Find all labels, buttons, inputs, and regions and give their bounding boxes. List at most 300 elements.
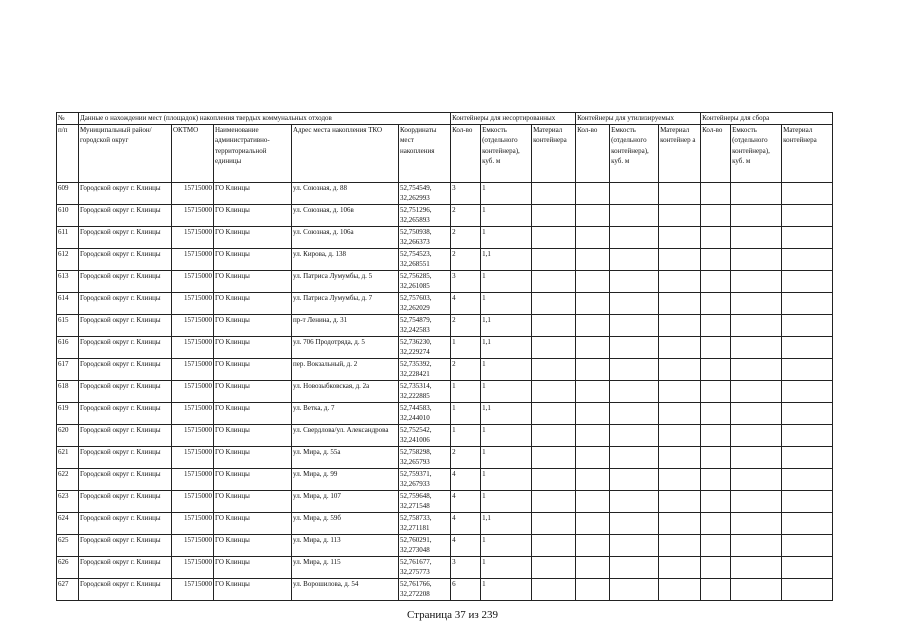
cell-recycled-material xyxy=(659,556,701,578)
cell-coords: 52,754549, 32,262993 xyxy=(399,182,451,204)
cell-recycled-capacity xyxy=(610,556,659,578)
cell-coords: 52,752542, 32,241006 xyxy=(399,424,451,446)
header-group-location: Данные о нахождении мест (площадок) накопления твердых коммунальных отходов xyxy=(79,113,451,125)
cell-num: 624 xyxy=(57,512,79,534)
table-row xyxy=(57,512,833,534)
cell-address: ул. 706 Продотряда, д. 5 xyxy=(292,336,399,358)
cell-num: 625 xyxy=(57,534,79,556)
cell-territory: ГО Клинцы xyxy=(214,556,292,578)
cell-collect-count xyxy=(701,578,731,600)
cell-recycled-material xyxy=(659,446,701,468)
cell-address: ул. Мира, д. 115 xyxy=(292,556,399,578)
cell-territory: ГО Клинцы xyxy=(214,292,292,314)
cell-unsorted-count: 2 xyxy=(451,204,481,226)
cell-oktmo: 15715000 xyxy=(172,446,214,468)
table-row xyxy=(57,358,833,380)
cell-unsorted-capacity: 1 xyxy=(481,424,532,446)
cell-recycled-count xyxy=(576,556,610,578)
cell-unsorted-count: 4 xyxy=(451,292,481,314)
cell-collect-material xyxy=(782,468,833,490)
cell-num: 612 xyxy=(57,248,79,270)
cell-collect-capacity xyxy=(731,424,782,446)
table-row xyxy=(57,446,833,468)
cell-unsorted-count: 3 xyxy=(451,270,481,292)
cell-unsorted-material xyxy=(532,336,576,358)
cell-recycled-material xyxy=(659,204,701,226)
cell-unsorted-capacity: 1 xyxy=(481,534,532,556)
cell-district: Городской округ г. Клинцы xyxy=(79,182,172,204)
header-oktmo: ОКТМО xyxy=(172,124,214,182)
cell-recycled-count xyxy=(576,270,610,292)
cell-unsorted-count: 4 xyxy=(451,534,481,556)
cell-recycled-material xyxy=(659,182,701,204)
cell-unsorted-material xyxy=(532,314,576,336)
cell-recycled-capacity xyxy=(610,446,659,468)
cell-collect-capacity xyxy=(731,490,782,512)
cell-coords: 52,751296, 32,265893 xyxy=(399,204,451,226)
cell-collect-material xyxy=(782,270,833,292)
cell-recycled-capacity xyxy=(610,490,659,512)
cell-recycled-capacity xyxy=(610,534,659,556)
cell-coords: 52,758733, 32,271181 xyxy=(399,512,451,534)
cell-unsorted-capacity: 1,1 xyxy=(481,512,532,534)
cell-unsorted-count: 3 xyxy=(451,556,481,578)
cell-coords: 52,736230, 32,229274 xyxy=(399,336,451,358)
cell-address: ул. Мира, д. 113 xyxy=(292,534,399,556)
cell-territory: ГО Клинцы xyxy=(214,402,292,424)
cell-collect-material xyxy=(782,380,833,402)
cell-collect-count xyxy=(701,402,731,424)
cell-unsorted-capacity: 1 xyxy=(481,358,532,380)
cell-oktmo: 15715000 xyxy=(172,358,214,380)
cell-territory: ГО Клинцы xyxy=(214,358,292,380)
cell-unsorted-material xyxy=(532,534,576,556)
cell-address: ул. Ветка, д. 7 xyxy=(292,402,399,424)
cell-unsorted-material xyxy=(532,358,576,380)
cell-collect-capacity xyxy=(731,314,782,336)
cell-unsorted-capacity: 1,1 xyxy=(481,314,532,336)
cell-unsorted-material xyxy=(532,270,576,292)
cell-collect-count xyxy=(701,380,731,402)
cell-territory: ГО Клинцы xyxy=(214,336,292,358)
cell-territory: ГО Клинцы xyxy=(214,534,292,556)
cell-unsorted-capacity: 1 xyxy=(481,556,532,578)
cell-recycled-count xyxy=(576,182,610,204)
cell-district: Городской округ г. Клинцы xyxy=(79,380,172,402)
cell-collect-capacity xyxy=(731,358,782,380)
cell-recycled-capacity xyxy=(610,336,659,358)
cell-collect-count xyxy=(701,446,731,468)
cell-address: ул. Союзная, д. 106в xyxy=(292,204,399,226)
header-column-row xyxy=(57,124,833,182)
cell-collect-material xyxy=(782,512,833,534)
cell-address: ул. Мира, д. 107 xyxy=(292,490,399,512)
header-territory: Наименование административно-территориальной единицы xyxy=(214,124,292,182)
cell-address: ул. Союзная, д. 88 xyxy=(292,182,399,204)
table-row xyxy=(57,402,833,424)
cell-recycled-capacity xyxy=(610,292,659,314)
cell-address: ул. Ворошилова, д. 54 xyxy=(292,578,399,600)
cell-num: 617 xyxy=(57,358,79,380)
cell-coords: 52,756285, 32,261085 xyxy=(399,270,451,292)
header-pn: п/п xyxy=(57,124,79,182)
cell-territory: ГО Клинцы xyxy=(214,468,292,490)
cell-oktmo: 15715000 xyxy=(172,226,214,248)
cell-coords: 52,744583, 32,244010 xyxy=(399,402,451,424)
cell-recycled-material xyxy=(659,248,701,270)
cell-oktmo: 15715000 xyxy=(172,182,214,204)
cell-unsorted-capacity: 1 xyxy=(481,490,532,512)
cell-recycled-count xyxy=(576,424,610,446)
cell-unsorted-capacity: 1,1 xyxy=(481,248,532,270)
cell-unsorted-material xyxy=(532,402,576,424)
cell-unsorted-capacity: 1 xyxy=(481,446,532,468)
cell-territory: ГО Клинцы xyxy=(214,380,292,402)
cell-district: Городской округ г. Клинцы xyxy=(79,248,172,270)
cell-num: 620 xyxy=(57,424,79,446)
cell-num: 615 xyxy=(57,314,79,336)
cell-coords: 52,757603, 32,262029 xyxy=(399,292,451,314)
cell-recycled-capacity xyxy=(610,226,659,248)
cell-recycled-capacity xyxy=(610,270,659,292)
cell-address: ул. Кирова, д. 138 xyxy=(292,248,399,270)
cell-recycled-capacity xyxy=(610,402,659,424)
cell-territory: ГО Клинцы xyxy=(214,204,292,226)
cell-unsorted-material xyxy=(532,182,576,204)
cell-territory: ГО Клинцы xyxy=(214,512,292,534)
cell-collect-material xyxy=(782,424,833,446)
cell-collect-count xyxy=(701,270,731,292)
header-address: Адрес места накопления ТКО xyxy=(292,124,399,182)
cell-district: Городской округ г. Клинцы xyxy=(79,226,172,248)
header-collect-count: Кол-во xyxy=(701,124,731,182)
cell-collect-capacity xyxy=(731,402,782,424)
cell-recycled-capacity xyxy=(610,204,659,226)
cell-coords: 52,735392, 32,228421 xyxy=(399,358,451,380)
cell-recycled-material xyxy=(659,468,701,490)
header-unsorted-count: Кол-во xyxy=(451,124,481,182)
header-unsorted-material: Материал контейнера xyxy=(532,124,576,182)
cell-coords: 52,759371, 32,267933 xyxy=(399,468,451,490)
cell-oktmo: 15715000 xyxy=(172,468,214,490)
cell-unsorted-capacity: 1 xyxy=(481,270,532,292)
cell-collect-material xyxy=(782,182,833,204)
cell-recycled-count xyxy=(576,292,610,314)
cell-collect-count xyxy=(701,248,731,270)
cell-collect-count xyxy=(701,512,731,534)
cell-address: ул. Мира, д. 59б xyxy=(292,512,399,534)
cell-recycled-count xyxy=(576,380,610,402)
cell-district: Городской округ г. Клинцы xyxy=(79,512,172,534)
cell-recycled-capacity xyxy=(610,512,659,534)
header-group-collect: Контейнеры для сбора xyxy=(701,113,833,125)
header-collect-material: Материал контейнера xyxy=(782,124,833,182)
cell-recycled-count xyxy=(576,336,610,358)
cell-recycled-material xyxy=(659,512,701,534)
cell-collect-material xyxy=(782,226,833,248)
cell-recycled-material xyxy=(659,534,701,556)
cell-recycled-material xyxy=(659,314,701,336)
table-row xyxy=(57,314,833,336)
cell-district: Городской округ г. Клинцы xyxy=(79,424,172,446)
cell-collect-material xyxy=(782,402,833,424)
cell-coords: 52,760291, 32,273048 xyxy=(399,534,451,556)
cell-district: Городской округ г. Клинцы xyxy=(79,204,172,226)
cell-collect-capacity xyxy=(731,336,782,358)
cell-territory: ГО Клинцы xyxy=(214,446,292,468)
cell-address: ул. Новозыбковская, д. 2а xyxy=(292,380,399,402)
cell-unsorted-count: 4 xyxy=(451,490,481,512)
cell-collect-count xyxy=(701,490,731,512)
table-row xyxy=(57,226,833,248)
cell-territory: ГО Клинцы xyxy=(214,248,292,270)
cell-recycled-capacity xyxy=(610,358,659,380)
cell-oktmo: 15715000 xyxy=(172,292,214,314)
cell-num: 609 xyxy=(57,182,79,204)
cell-collect-count xyxy=(701,204,731,226)
cell-oktmo: 15715000 xyxy=(172,314,214,336)
cell-collect-material xyxy=(782,204,833,226)
cell-collect-material xyxy=(782,248,833,270)
cell-territory: ГО Клинцы xyxy=(214,424,292,446)
waste-sites-table xyxy=(56,112,833,601)
table-row xyxy=(57,204,833,226)
table-row xyxy=(57,490,833,512)
page-total: 239 xyxy=(481,609,499,621)
cell-territory: ГО Клинцы xyxy=(214,182,292,204)
cell-num: 611 xyxy=(57,226,79,248)
cell-oktmo: 15715000 xyxy=(172,424,214,446)
cell-address: ул. Мира, д. 55а xyxy=(292,446,399,468)
cell-collect-capacity xyxy=(731,182,782,204)
cell-coords: 52,758298, 32,265793 xyxy=(399,446,451,468)
cell-recycled-count xyxy=(576,578,610,600)
cell-unsorted-material xyxy=(532,424,576,446)
cell-unsorted-capacity: 1,1 xyxy=(481,336,532,358)
cell-collect-count xyxy=(701,314,731,336)
cell-recycled-material xyxy=(659,226,701,248)
cell-unsorted-material xyxy=(532,490,576,512)
cell-recycled-count xyxy=(576,402,610,424)
cell-unsorted-count: 1 xyxy=(451,402,481,424)
table-row xyxy=(57,424,833,446)
cell-recycled-capacity xyxy=(610,468,659,490)
cell-collect-count xyxy=(701,534,731,556)
cell-district: Городской округ г. Клинцы xyxy=(79,270,172,292)
cell-recycled-capacity xyxy=(610,248,659,270)
cell-district: Городской округ г. Клинцы xyxy=(79,402,172,424)
cell-num: 621 xyxy=(57,446,79,468)
cell-oktmo: 15715000 xyxy=(172,204,214,226)
cell-collect-count xyxy=(701,336,731,358)
cell-district: Городской округ г. Клинцы xyxy=(79,578,172,600)
cell-oktmo: 15715000 xyxy=(172,380,214,402)
cell-address: пр-т Ленина, д. 31 xyxy=(292,314,399,336)
cell-collect-material xyxy=(782,336,833,358)
cell-collect-capacity xyxy=(731,556,782,578)
table-row xyxy=(57,468,833,490)
cell-recycled-material xyxy=(659,578,701,600)
cell-address: ул. Патриса Лумумбы, д. 7 xyxy=(292,292,399,314)
cell-collect-material xyxy=(782,446,833,468)
cell-collect-count xyxy=(701,292,731,314)
page-label: Страница xyxy=(406,609,453,621)
cell-unsorted-capacity: 1 xyxy=(481,380,532,402)
cell-unsorted-count: 1 xyxy=(451,380,481,402)
cell-address: пер. Вокзальный, д. 2 xyxy=(292,358,399,380)
cell-unsorted-capacity: 1 xyxy=(481,292,532,314)
cell-recycled-material xyxy=(659,292,701,314)
cell-num: 614 xyxy=(57,292,79,314)
cell-unsorted-material xyxy=(532,380,576,402)
cell-oktmo: 15715000 xyxy=(172,578,214,600)
cell-territory: ГО Клинцы xyxy=(214,578,292,600)
cell-recycled-count xyxy=(576,226,610,248)
cell-unsorted-material xyxy=(532,468,576,490)
cell-num: 610 xyxy=(57,204,79,226)
cell-oktmo: 15715000 xyxy=(172,248,214,270)
cell-num: 626 xyxy=(57,556,79,578)
cell-unsorted-material xyxy=(532,556,576,578)
header-recycled-material: Материал контейнер а xyxy=(659,124,701,182)
cell-collect-capacity xyxy=(731,270,782,292)
cell-unsorted-material xyxy=(532,292,576,314)
header-num: № xyxy=(57,113,79,125)
cell-recycled-capacity xyxy=(610,578,659,600)
cell-address: ул. Мира, д. 99 xyxy=(292,468,399,490)
cell-unsorted-count: 2 xyxy=(451,226,481,248)
cell-unsorted-count: 1 xyxy=(451,424,481,446)
header-district: Муниципальный район/городской округ xyxy=(79,124,172,182)
cell-collect-material xyxy=(782,358,833,380)
cell-num: 613 xyxy=(57,270,79,292)
cell-collect-capacity xyxy=(731,248,782,270)
cell-unsorted-count: 2 xyxy=(451,358,481,380)
cell-num: 618 xyxy=(57,380,79,402)
cell-recycled-capacity xyxy=(610,314,659,336)
cell-collect-capacity xyxy=(731,534,782,556)
cell-num: 623 xyxy=(57,490,79,512)
cell-recycled-material xyxy=(659,336,701,358)
cell-collect-material xyxy=(782,534,833,556)
cell-coords: 52,735314, 32,222885 xyxy=(399,380,451,402)
cell-unsorted-capacity: 1 xyxy=(481,578,532,600)
cell-unsorted-material xyxy=(532,578,576,600)
cell-oktmo: 15715000 xyxy=(172,490,214,512)
cell-district: Городской округ г. Клинцы xyxy=(79,336,172,358)
header-coords: Координаты мест накопления xyxy=(399,124,451,182)
cell-collect-material xyxy=(782,314,833,336)
header-collect-capacity: Емкость (отдельного контейнера), куб. м xyxy=(731,124,782,182)
cell-address: ул. Патриса Лумумбы, д. 5 xyxy=(292,270,399,292)
cell-collect-capacity xyxy=(731,512,782,534)
cell-oktmo: 15715000 xyxy=(172,336,214,358)
cell-unsorted-capacity: 1,1 xyxy=(481,402,532,424)
cell-oktmo: 15715000 xyxy=(172,402,214,424)
page-of: из xyxy=(468,609,479,621)
table-row xyxy=(57,578,833,600)
table-row xyxy=(57,534,833,556)
cell-recycled-count xyxy=(576,248,610,270)
cell-district: Городской округ г. Клинцы xyxy=(79,468,172,490)
cell-district: Городской округ г. Клинцы xyxy=(79,292,172,314)
cell-recycled-material xyxy=(659,424,701,446)
table-row xyxy=(57,182,833,204)
cell-unsorted-count: 4 xyxy=(451,468,481,490)
header-recycled-count: Кол-во xyxy=(576,124,610,182)
cell-recycled-count xyxy=(576,490,610,512)
cell-recycled-count xyxy=(576,468,610,490)
cell-collect-capacity xyxy=(731,446,782,468)
header-unsorted-capacity: Емкость (отдельного контейнера), куб. м xyxy=(481,124,532,182)
cell-recycled-material xyxy=(659,402,701,424)
cell-unsorted-capacity: 1 xyxy=(481,204,532,226)
table-row xyxy=(57,336,833,358)
cell-collect-capacity xyxy=(731,468,782,490)
cell-unsorted-count: 3 xyxy=(451,182,481,204)
cell-address: ул. Союзная, д. 106а xyxy=(292,226,399,248)
cell-oktmo: 15715000 xyxy=(172,270,214,292)
cell-recycled-material xyxy=(659,270,701,292)
table-row xyxy=(57,248,833,270)
table-row xyxy=(57,556,833,578)
cell-collect-capacity xyxy=(731,292,782,314)
cell-collect-material xyxy=(782,490,833,512)
page-current: 37 xyxy=(454,609,466,621)
cell-recycled-material xyxy=(659,358,701,380)
cell-coords: 52,754523, 32,268551 xyxy=(399,248,451,270)
cell-num: 627 xyxy=(57,578,79,600)
cell-recycled-count xyxy=(576,204,610,226)
cell-collect-material xyxy=(782,292,833,314)
table-row xyxy=(57,270,833,292)
table-row xyxy=(57,292,833,314)
cell-unsorted-capacity: 1 xyxy=(481,226,532,248)
cell-coords: 52,759648, 32,271548 xyxy=(399,490,451,512)
cell-unsorted-capacity: 1 xyxy=(481,182,532,204)
cell-recycled-material xyxy=(659,380,701,402)
cell-collect-count xyxy=(701,424,731,446)
cell-unsorted-count: 4 xyxy=(451,512,481,534)
cell-district: Городской округ г. Клинцы xyxy=(79,490,172,512)
cell-territory: ГО Клинцы xyxy=(214,314,292,336)
cell-recycled-material xyxy=(659,490,701,512)
cell-unsorted-material xyxy=(532,226,576,248)
header-group-row xyxy=(57,113,833,125)
cell-num: 616 xyxy=(57,336,79,358)
cell-unsorted-count: 2 xyxy=(451,314,481,336)
cell-unsorted-material xyxy=(532,446,576,468)
header-group-unsorted: Контейнеры для несортированных xyxy=(451,113,576,125)
cell-oktmo: 15715000 xyxy=(172,512,214,534)
cell-coords: 52,754879, 32,242583 xyxy=(399,314,451,336)
cell-collect-material xyxy=(782,556,833,578)
cell-district: Городской округ г. Клинцы xyxy=(79,446,172,468)
cell-district: Городской округ г. Клинцы xyxy=(79,534,172,556)
cell-district: Городской округ г. Клинцы xyxy=(79,314,172,336)
cell-recycled-count xyxy=(576,512,610,534)
cell-territory: ГО Клинцы xyxy=(214,226,292,248)
cell-collect-count xyxy=(701,182,731,204)
cell-district: Городской округ г. Клинцы xyxy=(79,358,172,380)
cell-collect-count xyxy=(701,468,731,490)
cell-territory: ГО Клинцы xyxy=(214,490,292,512)
cell-num: 622 xyxy=(57,468,79,490)
cell-collect-capacity xyxy=(731,226,782,248)
cell-recycled-capacity xyxy=(610,182,659,204)
cell-unsorted-count: 1 xyxy=(451,336,481,358)
page-footer xyxy=(0,609,905,621)
